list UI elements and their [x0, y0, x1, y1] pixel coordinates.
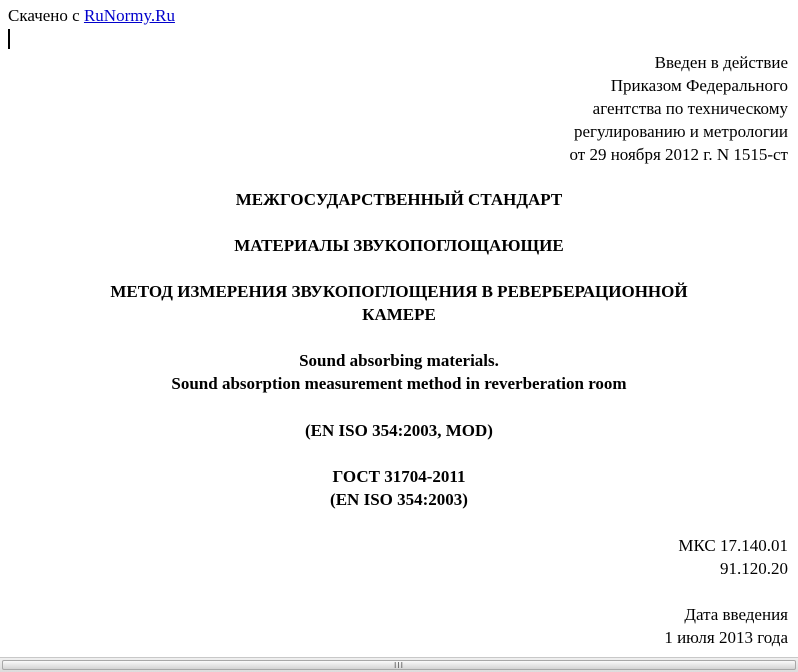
english-title-line: Sound absorbing materials.	[299, 351, 499, 370]
introduction-date	[664, 603, 788, 649]
standard-type-heading: МЕЖГОСУДАРСТВЕННЫЙ СТАНДАРТ	[235, 190, 563, 209]
gost-designation	[0, 465, 798, 511]
approval-line: от 29 ноября 2012 г. N 1515-ст	[569, 145, 788, 164]
horizontal-scrollbar[interactable]	[0, 657, 798, 672]
download-prefix: Скачено с	[8, 6, 84, 25]
english-title	[0, 349, 798, 395]
iso-reference: (EN ISO 354:2003, MOD)	[305, 421, 493, 440]
approval-line: Приказом Федерального	[610, 76, 788, 95]
title-sub-line: КАМЕРЕ	[362, 305, 436, 324]
intro-date-label: Дата введения	[684, 605, 788, 624]
title-sub-heading	[0, 280, 798, 326]
text-cursor	[8, 29, 10, 49]
download-source-line	[8, 5, 175, 27]
runormy-link[interactable]: RuNormy.Ru	[83, 6, 175, 25]
intro-date-value: 1 июля 2013 года	[664, 628, 788, 647]
mks-codes	[678, 534, 788, 580]
gost-equivalent: (EN ISO 354:2003)	[330, 490, 468, 509]
approval-line: Введен в действие	[654, 53, 788, 72]
approval-line: агентства по техническому	[592, 99, 788, 118]
approval-line: регулированию и метрологии	[573, 122, 788, 141]
scrollbar-thumb[interactable]	[2, 660, 796, 670]
scrollbar-grip-icon: III	[393, 661, 405, 670]
english-title-line: Sound absorption measurement method in reverberation room	[171, 374, 627, 393]
title-sub-line: МЕТОД ИЗМЕРЕНИЯ ЗВУКОПОГЛОЩЕНИЯ В РЕВЕРБЕРАЦИОННОЙ	[110, 282, 688, 301]
title-main-heading: МАТЕРИАЛЫ ЗВУКОПОГЛОЩАЮЩИЕ	[234, 236, 564, 255]
mks-line: МКС 17.140.01	[678, 536, 788, 555]
gost-code: ГОСТ 31704-2011	[332, 467, 466, 486]
mks-line: 91.120.20	[720, 559, 788, 578]
approval-block	[368, 51, 788, 166]
